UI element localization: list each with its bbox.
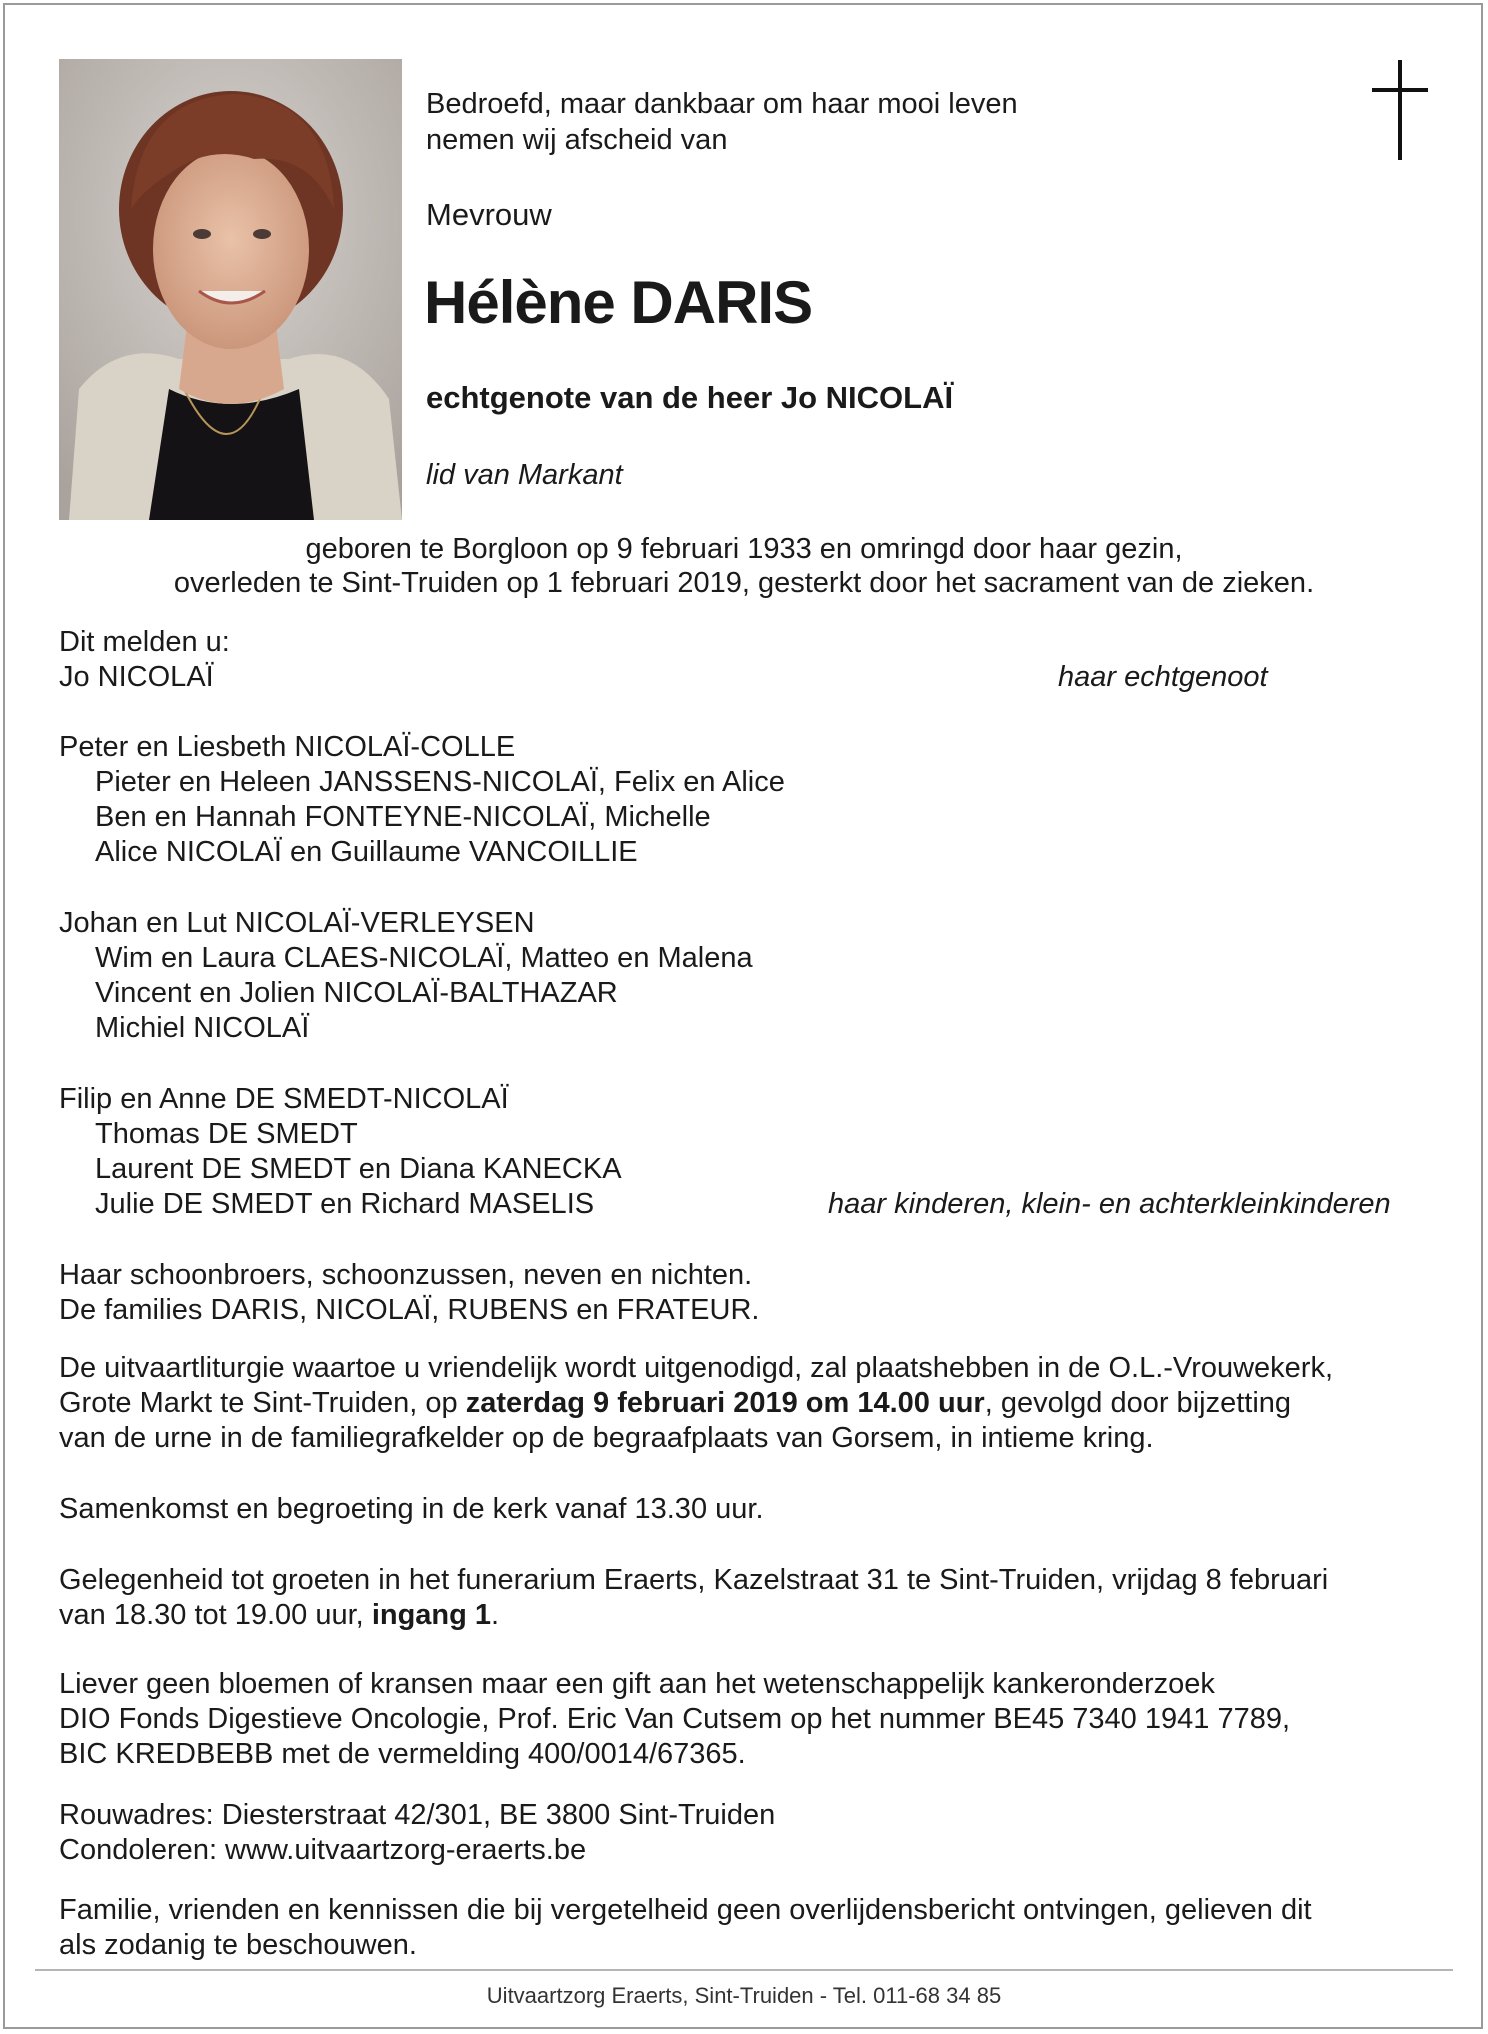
gathering-line: Samenkomst en begroeting in de kerk vanaf 13.30 uur. [59, 1493, 764, 1525]
donation-line-2: DIO Fonds Digestieve Oncologie, Prof. Eric Van Cutsem op het nummer BE45 7340 1941 7789, [59, 1703, 1291, 1735]
intro-line-1: Bedroefd, maar dankbaar om haar mooi leven [426, 88, 1018, 120]
funeral-date: zaterdag 9 februari 2019 om 14.00 uur [465, 1387, 985, 1419]
family-2-member: Wim en Laura CLAES-NICOLAÏ, Matteo en Malena [95, 942, 753, 974]
families-line: De families DARIS, NICOLAÏ, RUBENS en FRATEUR. [59, 1294, 760, 1326]
family-2-member: Vincent en Jolien NICOLAÏ-BALTHAZAR [95, 977, 618, 1009]
closing-line-2: als zodanig te beschouwen. [59, 1929, 417, 1961]
family-2-head: Johan en Lut NICOLAÏ-VERLEYSEN [59, 907, 535, 939]
family-3-head: Filip en Anne DE SMEDT-NICOLAÏ [59, 1083, 509, 1115]
spouse-role: haar echtgenoot [1058, 661, 1268, 693]
spouse-name: Jo NICOLAÏ [59, 661, 214, 693]
viewing-line-1: Gelegenheid tot groeten in het funerarium Eraerts, Kazelstraat 31 te Sint-Truiden, vrijdag 8 februari [59, 1564, 1329, 1596]
announcers-heading: Dit melden u: [59, 626, 230, 658]
intro-line-2: nemen wij afscheid van [426, 124, 728, 156]
donation-line-3: BIC KREDBEBB met de vermelding 400/0014/67365. [59, 1738, 746, 1770]
donation-line-1: Liever geen bloemen of kransen maar een gift aan het wetenschappelijk kankeronderzoek [59, 1668, 1215, 1700]
funeral-line-3: van de urne in de familiegrafkelder op de begraafplaats van Gorsem, in intieme kring. [59, 1422, 1154, 1454]
children-role: haar kinderen, klein- en achterkleinkinderen [828, 1188, 1391, 1220]
spouse-line: echtgenote van de heer Jo NICOLAÏ [426, 380, 954, 415]
family-3-member: Thomas DE SMEDT [95, 1118, 358, 1150]
address-line: Rouwadres: Diesterstraat 42/301, BE 3800 Sint-Truiden [59, 1799, 776, 1831]
funeral-line-2: Grote Markt te Sint-Truiden, op zaterdag 9 februari 2019 om 14.00 uur, gevolgd door bijzetting [59, 1387, 1292, 1419]
family-1-member: Pieter en Heleen JANSSENS-NICOLAÏ, Felix en Alice [95, 766, 785, 798]
salutation: Mevrouw [426, 197, 552, 232]
family-1-member: Alice NICOLAÏ en Guillaume VANCOILLIE [95, 836, 638, 868]
deceased-name: Hélène DARIS [424, 269, 813, 336]
footer-divider [35, 1969, 1453, 1971]
portrait-photo [59, 59, 402, 520]
closing-line-1: Familie, vrienden en kennissen die bij vergetelheid geen overlijdensbericht ontvingen, gelieven dit [59, 1894, 1312, 1926]
death-line: overleden te Sint-Truiden op 1 februari 2019, gesterkt door het sacrament van de zieken. [173, 567, 1315, 599]
family-1-member: Ben en Hannah FONTEYNE-NICOLAÏ, Michelle [95, 801, 711, 833]
entrance: ingang 1 [371, 1599, 492, 1631]
membership: lid van Markant [426, 459, 623, 491]
birth-line: geboren te Borgloon op 9 februari 1933 en omringd door haar gezin, [305, 533, 1183, 565]
inlaws-line: Haar schoonbroers, schoonzussen, neven en nichten. [59, 1259, 753, 1291]
family-2-member: Michiel NICOLAÏ [95, 1012, 310, 1044]
viewing-line-2: van 18.30 tot 19.00 uur, ingang 1. [59, 1599, 500, 1631]
funeral-line-1: De uitvaartliturgie waartoe u vriendelijk wordt uitgenodigd, zal plaatshebben in de O.L.-Vrouwekerk, [59, 1352, 1334, 1384]
family-1-head: Peter en Liesbeth NICOLAÏ-COLLE [59, 731, 516, 763]
footer-text: Uitvaartzorg Eraerts, Sint-Truiden - Tel. 011-68 34 85 [486, 1983, 1002, 2008]
family-3-member: Julie DE SMEDT en Richard MASELIS [95, 1188, 595, 1220]
family-3-member: Laurent DE SMEDT en Diana KANECKA [95, 1153, 622, 1185]
cross-icon [1370, 60, 1430, 160]
condolences-link[interactable]: Condoleren: www.uitvaartzorg-eraerts.be [59, 1834, 587, 1866]
